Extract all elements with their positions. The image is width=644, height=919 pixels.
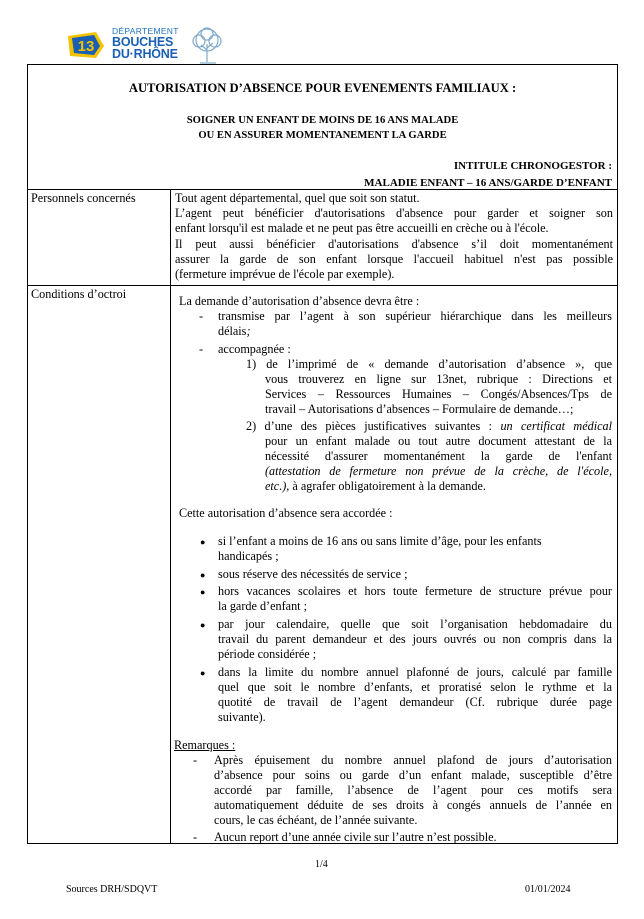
text-fragment-italic: (attestation de fermeture non prévue de la crèche, de l'école, <box>265 464 612 478</box>
text-fragment: délais <box>218 324 247 338</box>
item2-line4 <box>265 464 612 479</box>
text-fragment-italic: ; <box>246 324 251 338</box>
page-number: 1/4 <box>315 859 328 870</box>
text-fragment-italic: un certificat médical <box>500 419 613 433</box>
document-title: AUTORISATION D’ABSENCE POUR EVENEMENTS FAMILIAUX : <box>128 81 517 95</box>
bullet-item-limite-line3: quotité de travail de l’agent demandeur (Cf. rubrique durée page <box>218 695 612 709</box>
logo-name-line1: BOUCHES <box>112 35 174 49</box>
bullet-item-vacances-line2: la garde d’enfant ; <box>218 599 307 613</box>
row-label-personnels: Personnels concernés <box>31 191 136 205</box>
bullet-icon: ● <box>200 587 206 597</box>
bullet-icon: ● <box>200 537 206 547</box>
footer-date: 01/01/2024 <box>525 884 571 895</box>
item2-line1 <box>246 419 612 434</box>
text-line: L’agent peut bénéficier d'autorisations d'absence pour garder et soigner son <box>175 206 613 221</box>
bouches-du-rhone-13-badge-icon <box>66 30 106 60</box>
dash-marker: - <box>193 753 198 767</box>
text-line: (fermeture imprévue de l'école par exemple). <box>175 267 395 282</box>
bullet-item-age-line1: si l’enfant a moins de 16 ans ou sans limite d’âge, pour les enfants <box>218 534 542 548</box>
dash-item-transmise-line1: transmise par l’agent à son supérieur hiérarchique dans les meilleurs <box>218 309 612 323</box>
chronogestor-heading: INTITULE CHRONOGESTOR : <box>453 160 612 172</box>
bullet-icon: ● <box>200 570 206 580</box>
remarque1-line5: cours, le cas échéant, de l’année suivante. <box>214 813 418 827</box>
dash-marker: - <box>199 309 204 323</box>
text-line: Tout agent départemental, quel que soit son statut. <box>175 191 420 205</box>
bullet-item-calendaire-line2: travail du parent demandeur et des jours ouvrés ou non compris dans la <box>218 632 612 646</box>
text-fragment: 2) d’une des pièces justificatives suivantes : <box>246 419 501 433</box>
text-line: Il peut aussi bénéficier d'autorisations d'absence s’il doit momentanément <box>175 236 613 251</box>
table-divider <box>28 189 617 190</box>
bullet-icon: ● <box>200 668 206 678</box>
demande-intro: La demande d’autorisation d’absence devra être : <box>179 294 420 308</box>
remarque1-line2: d’absence pour soins ou garde d’un enfant malade, susceptible d’être <box>214 768 612 782</box>
accord-intro: Cette autorisation d’absence sera accordée : <box>179 506 393 520</box>
department-logo <box>66 26 226 66</box>
row-label-conditions: Conditions d’octroi <box>31 287 127 301</box>
chronogestor-code: MALADIE ENFANT – 16 ANS/GARDE D’ENFANT <box>364 177 612 189</box>
bullet-item-age-line2: handicapés ; <box>218 549 279 563</box>
item2-line5 <box>265 479 486 494</box>
bullet-item-limite-line4: suivante). <box>218 710 266 724</box>
bullet-item-limite-line2: quel que soit le nombre d’enfants, et proratisé selon le rythme et la <box>218 680 612 694</box>
remarque1-line1: Après épuisement du nombre annuel plafond de jours d’autorisation <box>214 753 612 767</box>
remarque1-line3: accordé par famille, l’absence de l’agent pour ces motifs sera <box>214 783 612 797</box>
remarques-heading-text: Remarques : <box>174 738 236 752</box>
bullet-icon: ● <box>200 620 206 630</box>
logo-wordmark <box>112 26 179 60</box>
column-divider <box>170 189 171 843</box>
bullet-item-limite-line1: dans la limite du nombre annuel plafonné de jours, calculé par famille <box>218 665 612 679</box>
item2-line3: nécessité d'assurer momentanément la garde de l'enfant <box>265 449 612 463</box>
remarques-heading <box>174 738 235 753</box>
text-line: enfant lorsqu'il est malade et ne peut pas être accueilli en crèche ou à l'école. <box>175 221 549 236</box>
subtitle-line2: OU EN ASSURER MOMENTANEMENT LA GARDE <box>198 130 447 141</box>
subtitle-line1: SOIGNER UN ENFANT DE MOINS DE 16 ANS MALADE <box>186 115 459 126</box>
plane-tree-icon <box>186 26 228 68</box>
bullet-item-service: sous réserve des nécessités de service ; <box>218 567 408 581</box>
item1-line4: travail – Autorisations d’absences – Formulaire de demande…; <box>265 402 574 416</box>
personnels-content <box>175 191 613 282</box>
logo-dept-text: DÉPARTEMENT <box>112 26 179 36</box>
item1-line1: 1) de l’imprimé de « demande d’autorisation d’absence », que <box>246 357 612 371</box>
bullet-item-vacances-line1: hors vacances scolaires et hors toute fermeture de structure prévue pour <box>218 584 612 598</box>
text-fragment: à agrafer obligatoirement à la demande. <box>289 479 486 493</box>
table-divider <box>28 285 617 286</box>
dash-item-accompagnee: accompagnée : <box>218 342 291 356</box>
text-fragment-italic: etc.), <box>265 479 290 493</box>
logo-name-line2: DU·RHÔNE <box>112 47 178 61</box>
dash-item-transmise-line2 <box>218 324 251 339</box>
dash-marker: - <box>193 830 198 844</box>
remarque1-line4: automatiquement déduite de ses droits à congés annuels de l’année en <box>214 798 612 812</box>
logo-number: 13 <box>77 38 95 55</box>
item2-line2: pour un enfant malade ou tout autre document attestant de la <box>265 434 612 448</box>
item1-line3: Services – Ressources Humaines – Congés/Absences/Tps de <box>265 387 612 401</box>
document-table <box>27 64 618 844</box>
footer-source: Sources DRH/SDQVT <box>66 884 158 895</box>
dash-marker: - <box>199 342 204 356</box>
bullet-item-calendaire-line3: période considérée ; <box>218 647 317 661</box>
bullet-item-calendaire-line1: par jour calendaire, quelle que soit l’organisation hebdomadaire du <box>218 617 612 631</box>
remarque2: Aucun report d’une année civile sur l’autre n’est possible. <box>214 830 497 844</box>
text-line: assurer la garde de son enfant lorsque l'accueil habituel n'est pas possible <box>175 251 613 266</box>
item1-line2: vous trouverez en ligne sur 13net, rubrique : Directions et <box>265 372 612 386</box>
